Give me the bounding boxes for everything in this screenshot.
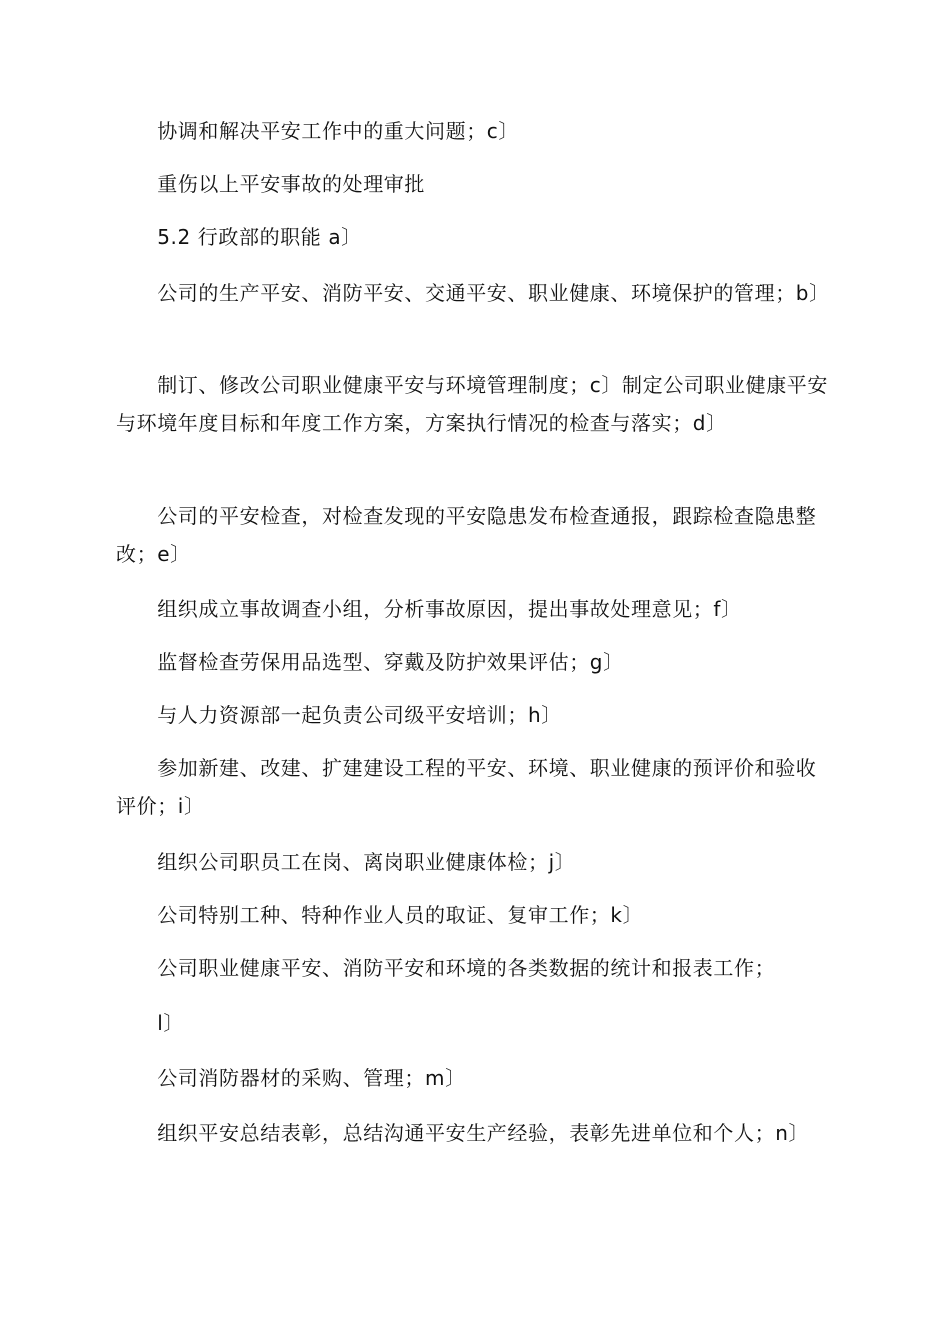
paragraph: 公司消防器材的采购、管理；m〕 xyxy=(116,1066,466,1090)
paragraph: 协调和解决平安工作中的重大问题；c〕 xyxy=(116,119,519,143)
paragraph: 5.2 行政部的职能 a〕 xyxy=(116,225,362,249)
paragraph: 与人力资源部一起负责公司级平安培训；h〕 xyxy=(116,703,562,727)
paragraph: 组织成立事故调查小组，分析事故原因，提出事故处理意见；f〕 xyxy=(116,597,742,621)
paragraph: 公司职业健康平安、消防平安和环境的各类数据的统计和报表工作； xyxy=(116,956,776,980)
paragraph: 组织公司职员工在岗、离岗职业健康体检；j〕 xyxy=(116,850,576,874)
paragraph: 公司的平安检查，对检查发现的平安隐患发布检查通报，跟踪检查隐患整改；e〕 xyxy=(116,504,817,566)
paragraph: 监督检查劳保用品选型、穿戴及防护效果评估；g〕 xyxy=(116,650,624,674)
paragraph: 公司特别工种、特种作业人员的取证、复审工作；k〕 xyxy=(116,903,644,927)
paragraph: 参加新建、改建、扩建建设工程的平安、环境、职业健康的预评价和验收评价；i〕 xyxy=(116,756,817,818)
paragraph: 重伤以上平安事故的处理审批 xyxy=(116,172,425,196)
paragraph: l〕 xyxy=(116,1011,184,1035)
paragraph: 制订、修改公司职业健康平安与环境管理制度；c〕制定公司职业健康平安与环境年度目标和年度工作方案，方案执行情况的检查与落实；d〕 xyxy=(116,373,828,435)
paragraph: 公司的生产平安、消防平安、交通平安、职业健康、环境保护的管理；b〕 xyxy=(116,281,830,305)
paragraph: 组织平安总结表彰，总结沟通平安生产经验，表彰先进单位和个人；n〕 xyxy=(116,1121,810,1145)
